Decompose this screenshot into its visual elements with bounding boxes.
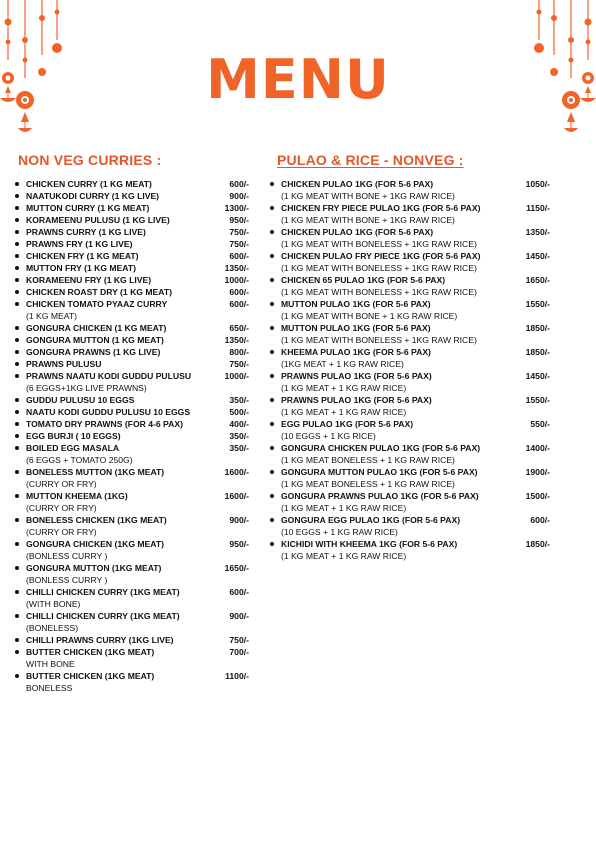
menu-item-detail: (BONELESS) [26,623,79,633]
menu-item-price: 1600/- [224,467,249,477]
menu-item-detail: (1 KG MEAT + 1 KG RAW RICE) [281,503,407,513]
menu-item-name: GONGURA CHICKEN (1 KG MEAT) [26,323,167,333]
menu-item-price: 500/- [229,407,249,417]
menu-item-price: 900/- [229,611,249,621]
menu-item-name: MUTTON CURRY (1 KG MEAT) [26,203,150,213]
menu-item [268,370,554,394]
menu-item-name: PRAWNS NAATU KODI GUDDU PULUSU [26,371,192,381]
pulao-list [268,178,554,562]
bullet-icon [15,338,19,342]
menu-item-name: BUTTER CHICKEN (1KG MEAT) [26,647,155,657]
menu-item [268,418,554,442]
menu-item-detail: (1 KG MEAT WITH BONELESS + 1KG RAW RICE) [281,239,477,249]
bullet-icon [15,182,19,186]
menu-item-detail: (BONLESS CURRY ) [26,551,108,561]
bullet-icon [15,302,19,306]
bullet-icon [15,542,19,546]
menu-item-name: CHICKEN PULAO 1KG (FOR 5-6 PAX) [281,227,434,237]
menu-item-name: GONGURA MUTTON PULAO 1KG (FOR 5-6 PAX) [281,467,478,477]
menu-item [13,418,249,430]
menu-item-price: 600/- [229,251,249,261]
menu-item-name: GUDDU PULUSU 10 EGGS [26,395,135,405]
bullet-icon [15,242,19,246]
menu-item [13,262,249,274]
menu-item-name: CHICKEN ROAST DRY (1 KG MEAT) [26,287,172,297]
bullet-icon [270,206,274,210]
menu-item-price: 1450/- [525,371,550,381]
menu-item-detail: (1 KG MEAT + 1 KG RAW RICE) [281,551,407,561]
menu-item [268,394,554,418]
menu-item-detail: (CURRY OR FRY) [26,503,97,513]
menu-item-detail: (1 KG MEAT WITH BONE + 1KG RAW RICE) [281,191,455,201]
menu-item-detail: (1 KG MEAT BONELESS + 1 KG RAW RICE) [281,455,455,465]
menu-item [13,322,249,334]
menu-item-price: 600/- [229,587,249,597]
menu-item-price: 750/- [229,635,249,645]
bullet-icon [270,326,274,330]
menu-item-name: GONGURA MUTTON (1 KG MEAT) [26,335,164,345]
menu-item-price: 1100/- [225,671,249,681]
section-heading-pulao: PULAO & RICE - NONVEG : [277,152,464,168]
menu-item-name: CHILLI PRAWNS CURRY (1KG LIVE) [26,635,174,645]
menu-item [13,538,249,562]
bullet-icon [270,470,274,474]
bullet-icon [15,650,19,654]
menu-item-price: 1650/- [525,275,550,285]
menu-item [13,514,249,538]
menu-item-name: BONELESS MUTTON (1KG MEAT) [26,467,165,477]
bullet-icon [270,398,274,402]
menu-item-name: MUTTON PULAO 1KG (FOR 5-6 PAX) [281,323,431,333]
menu-item-name: CHICKEN TOMATO PYAAZ CURRY [26,299,168,309]
menu-item-price: 750/- [229,239,249,249]
menu-item [13,562,249,586]
bullet-icon [15,470,19,474]
bullet-icon [15,674,19,678]
menu-item-name: NAATU KODI GUDDU PULUSU 10 EGGS [26,407,191,417]
menu-item-detail: (1 KG MEAT WITH BONE + 1 KG RAW RICE) [281,311,458,321]
menu-item [13,334,249,346]
menu-item-detail: (10 EGGS + 1 KG RICE) [281,431,376,441]
menu-item-price: 1550/- [525,395,550,405]
bullet-icon [15,494,19,498]
menu-item-price: 800/- [229,347,249,357]
menu-item-price: 1400/- [525,443,550,453]
bullet-icon [270,350,274,354]
menu-item [13,406,249,418]
menu-item-price: 1150/- [526,203,550,213]
bullet-icon [270,302,274,306]
menu-item [268,202,554,226]
menu-item [13,178,249,190]
bullet-icon [270,446,274,450]
menu-item [268,466,554,490]
menu-item [268,346,554,370]
bullet-icon [15,422,19,426]
menu-item-name: KORAMEENU PULUSU (1 KG LIVE) [26,215,170,225]
menu-item-name: PRAWNS FRY (1 KG LIVE) [26,239,133,249]
menu-item-name: TOMATO DRY PRAWNS (FOR 4-6 PAX) [26,419,183,429]
menu-item-name: KORAMEENU FRY (1 KG LIVE) [26,275,152,285]
menu-item [13,394,249,406]
menu-item-name: GONGURA EGG PULAO 1KG (FOR 5-6 PAX) [281,515,461,525]
menu-item-price: 1300/- [224,203,249,213]
menu-item-detail: (1 KG MEAT WITH BONELESS + 1KG RAW RICE) [281,263,477,273]
menu-item-name: CHILLI CHICKEN CURRY (1KG MEAT) [26,587,180,597]
menu-item-name: CHICKEN 65 PULAO 1KG (FOR 5-6 PAX) [281,275,446,285]
menu-item [268,298,554,322]
menu-item-name: GONGURA MUTTON (1KG MEAT) [26,563,162,573]
menu-item-detail: (1 KG MEAT + 1 KG RAW RICE) [281,383,407,393]
menu-item-price: 350/- [229,443,249,453]
menu-item-name: BUTTER CHICKEN (1KG MEAT) [26,671,155,681]
menu-item-name: EGG BURJI ( 10 EGGS) [26,431,121,441]
menu-item [268,490,554,514]
menu-item-name: CHICKEN FRY (1 KG MEAT) [26,251,139,261]
menu-item [13,250,249,262]
menu-item [268,514,554,538]
menu-item [13,286,249,298]
menu-item [13,346,249,358]
menu-item-price: 750/- [229,227,249,237]
menu-item-detail: (6 EGGS+1KG LIVE PRAWNS) [26,383,147,393]
menu-item [268,442,554,466]
menu-item-price: 1900/- [525,467,550,477]
bullet-icon [15,230,19,234]
menu-item-name: CHICKEN PULAO 1KG (FOR 5-6 PAX) [281,179,434,189]
menu-item [268,178,554,202]
menu-item-price: 350/- [229,431,249,441]
menu-item [13,466,249,490]
menu-item-name: BOILED EGG MASALA [26,443,120,453]
menu-item-name: MUTTON PULAO 1KG (FOR 5-6 PAX) [281,299,431,309]
menu-item-price: 1850/- [525,539,550,549]
menu-item-price: 1850/- [525,323,550,333]
bullet-icon [270,182,274,186]
menu-item-price: 1350/- [525,227,550,237]
menu-item-detail: (1 KG MEAT WITH BONELESS + 1KG RAW RICE) [281,287,477,297]
bullet-icon [15,410,19,414]
menu-item [13,358,249,370]
menu-item [268,538,554,562]
menu-item-price: 900/- [229,191,249,201]
menu-item-name: PRAWNS PULUSU [26,359,102,369]
menu-item-detail: (1 KG MEAT + 1 KG RAW RICE) [281,407,407,417]
bullet-icon [270,230,274,234]
menu-item-name: EGG PULAO 1KG (FOR 5-6 PAX) [281,419,414,429]
menu-item-price: 600/- [229,287,249,297]
menu-item-detail: (1 KG MEAT) [26,311,77,321]
menu-item [13,670,249,694]
bullet-icon [15,434,19,438]
menu-item [13,490,249,514]
menu-item-price: 950/- [229,215,249,225]
menu-item-price: 1550/- [525,299,550,309]
menu-item-name: MUTTON FRY (1 KG MEAT) [26,263,136,273]
non-veg-list [13,178,249,694]
bullet-icon [15,446,19,450]
menu-item-price: 1350/- [224,263,249,273]
bullet-icon [270,254,274,258]
menu-item-price: 750/- [229,359,249,369]
menu-item-price: 650/- [229,323,249,333]
bullet-icon [15,266,19,270]
bullet-icon [15,326,19,330]
menu-item [13,610,249,634]
menu-item [13,370,249,394]
menu-item-detail: (1KG MEAT + 1 KG RAW RICE) [281,359,404,369]
bullet-icon [270,494,274,498]
bullet-icon [15,206,19,210]
bullet-icon [15,374,19,378]
menu-item-price: 600/- [530,515,550,525]
menu-item [13,214,249,226]
menu-item-price: 700/- [229,647,249,657]
menu-item-detail: (10 EGGS + 1 KG RAW RICE) [281,527,398,537]
bullet-icon [270,278,274,282]
menu-item-price: 1850/- [525,347,550,357]
bullet-icon [15,362,19,366]
bullet-icon [15,638,19,642]
menu-item-detail: (CURRY OR FRY) [26,479,97,489]
menu-item [13,274,249,286]
menu-item-name: NAATUKODI CURRY (1 KG LIVE) [26,191,160,201]
menu-item-price: 1650/- [224,563,249,573]
menu-item-name: GONGURA PRAWNS (1 KG LIVE) [26,347,161,357]
menu-item-name: CHICKEN FRY PIECE PULAO 1KG (FOR 5-6 PAX) [281,203,481,213]
menu-item-detail: (BONLESS CURRY ) [26,575,108,585]
menu-item-name: PRAWNS PULAO 1KG (FOR 5-6 PAX) [281,371,432,381]
menu-item-price: 900/- [229,515,249,525]
bullet-icon [270,422,274,426]
menu-item-price: 350/- [229,395,249,405]
bullet-icon [15,614,19,618]
menu-item-price: 950/- [229,539,249,549]
bullet-icon [270,374,274,378]
menu-item-price: 1050/- [525,179,550,189]
menu-item [268,274,554,298]
bullet-icon [15,290,19,294]
bullet-icon [15,218,19,222]
menu-item-price: 600/- [229,179,249,189]
menu-item-detail: (1 KG MEAT WITH BONELESS + 1KG RAW RICE) [281,335,477,345]
menu-item-name: CHICKEN CURRY (1 KG MEAT) [26,179,152,189]
menu-item [13,202,249,214]
menu-item [13,226,249,238]
menu-item [13,634,249,646]
menu-item-price: 550/- [530,419,550,429]
bullet-icon [15,350,19,354]
section-heading-non-veg: NON VEG CURRIES : [18,152,162,168]
menu-item-detail: WITH BONE [26,659,75,669]
menu-item-detail: BONELESS [26,683,73,693]
menu-item-name: KHEEMA PULAO 1KG (FOR 5-6 PAX) [281,347,431,357]
menu-item-name: GONGURA PRAWNS PULAO 1KG (FOR 5-6 PAX) [281,491,479,501]
bullet-icon [15,254,19,258]
menu-item-price: 1450/- [525,251,550,261]
menu-item [13,430,249,442]
menu-item-name: PRAWNS CURRY (1 KG LIVE) [26,227,146,237]
bullet-icon [15,590,19,594]
menu-item-price: 400/- [229,419,249,429]
bullet-icon [15,194,19,198]
menu-item-price: 1000/- [224,275,249,285]
menu-item-name: MUTTON KHEEMA (1KG) [26,491,128,501]
menu-item-name: GONGURA CHICKEN (1KG MEAT) [26,539,164,549]
bullet-icon [15,518,19,522]
menu-item-name: CHICKEN PULAO FRY PIECE 1KG (FOR 5-6 PAX) [281,251,481,261]
menu-item [268,322,554,346]
menu-item [13,586,249,610]
bullet-icon [15,278,19,282]
menu-item-name: KICHIDI WITH KHEEMA 1KG (FOR 5-6 PAX) [281,539,458,549]
menu-title: MENU [206,48,390,111]
menu-item-price: 1600/- [224,491,249,501]
menu-item [13,646,249,670]
menu-item-detail: (WITH BONE) [26,599,81,609]
menu-item [268,250,554,274]
menu-item-name: GONGURA CHICKEN PULAO 1KG (FOR 5-6 PAX) [281,443,481,453]
menu-item-price: 1000/- [224,371,249,381]
bullet-icon [15,566,19,570]
menu-item-detail: (1 KG MEAT BONELESS + 1 KG RAW RICE) [281,479,455,489]
bullet-icon [270,518,274,522]
menu-item [13,298,249,322]
menu-item [268,226,554,250]
menu-item-price: 1500/- [525,491,550,501]
menu-item [13,238,249,250]
bullet-icon [15,398,19,402]
menu-item-name: CHILLI CHICKEN CURRY (1KG MEAT) [26,611,180,621]
menu-item-name: PRAWNS PULAO 1KG (FOR 5-6 PAX) [281,395,432,405]
menu-item-price: 600/- [229,299,249,309]
menu-item-detail: (1 KG MEAT WITH BONE + 1KG RAW RICE) [281,215,455,225]
menu-item-detail: (CURRY OR FRY) [26,527,97,537]
menu-item [13,442,249,466]
menu-item-detail: (6 EGGS + TOMATO 250G) [26,455,133,465]
menu-item-price: 1350/- [224,335,249,345]
bullet-icon [270,542,274,546]
menu-item-name: BONELESS CHICKEN (1KG MEAT) [26,515,167,525]
menu-item [13,190,249,202]
